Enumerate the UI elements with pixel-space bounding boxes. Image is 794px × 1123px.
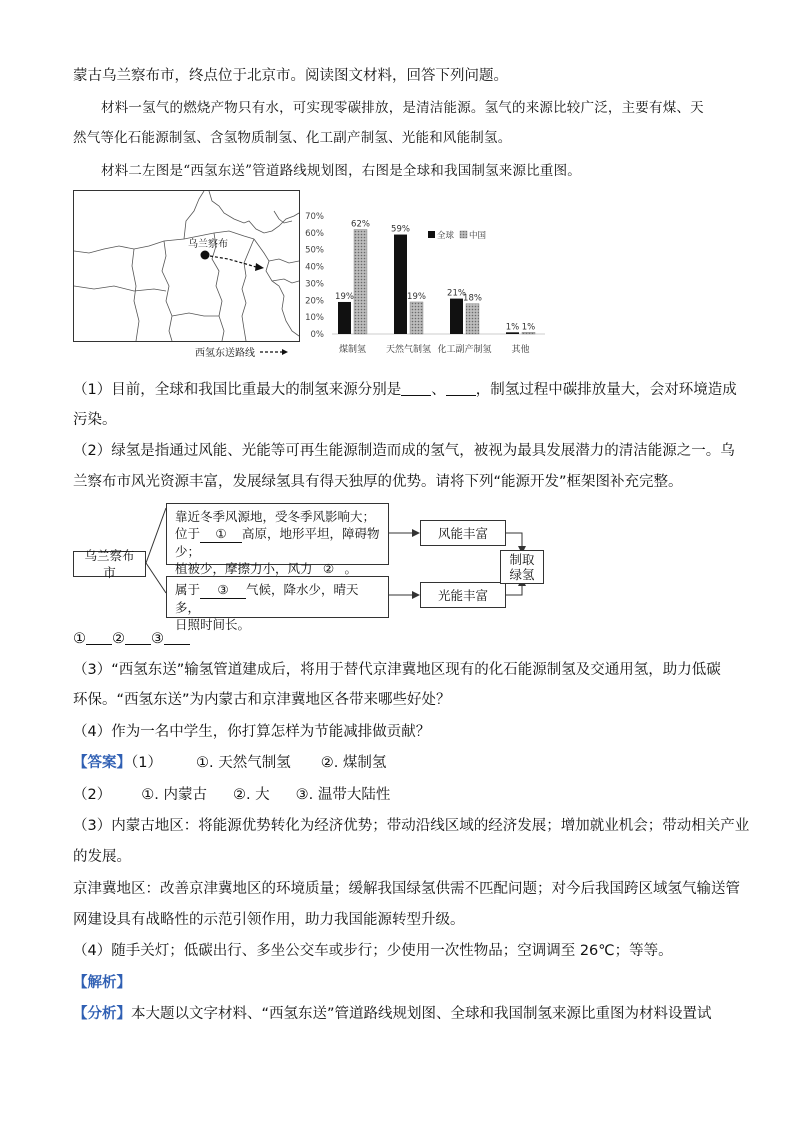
answer-3-line-4: 网建设具有战略性的示范引领作用，助力我国能源转型升级。 xyxy=(73,912,465,928)
box1-line-1: 靠近冬季风源地，受冬季风影响大； xyxy=(175,509,376,524)
question-1-line-1 xyxy=(73,380,737,400)
material-2-line: 材料二左图是“西氢东送”管道路线规划图，右图是全球和我国制氢来源比重图。 xyxy=(101,163,582,179)
diagram-city-label: 乌兰察布市 xyxy=(84,548,135,580)
box1-line-3-a: 植被少，摩擦力小，风力 xyxy=(175,561,313,576)
map-city-label: 乌兰察布 xyxy=(188,239,228,250)
diagram-city-box xyxy=(73,548,146,580)
answer-3-line-1: （3）内蒙古地区：将能源优势转化为经济优势；带动沿线区域的经济发展；增加就业机会；带动相关产业 xyxy=(73,818,750,834)
legend-swatch-china xyxy=(460,231,467,238)
category-label: 化工副产制氢 xyxy=(437,345,492,355)
q2-answer-blank-2[interactable] xyxy=(125,630,151,645)
box1-line-2-a: 位于 xyxy=(175,526,201,541)
bar-global-2 xyxy=(450,299,463,334)
answer-3-line-3: 京津冀地区：改善京津冀地区的环境质量；缓解我国绿氢供需不匹配问题；对今后我国跨区域氢气输送管 xyxy=(73,881,740,897)
answer-4-line: （4）随手关灯；低碳出行、多坐公交车或步行；少使用一次性物品；空调调至 26℃；等等。 xyxy=(73,943,673,959)
answer-1-num: （1） xyxy=(131,755,162,771)
legend-label-global: 全球 xyxy=(437,231,455,241)
analysis-line xyxy=(73,1004,712,1024)
y-tick-label: 60% xyxy=(305,228,324,239)
y-tick-label: 70% xyxy=(305,212,324,222)
diagram-blank-1: ① xyxy=(200,525,242,543)
answer-label: 【答案】 xyxy=(73,755,131,771)
data-label: 18% xyxy=(463,293,482,304)
answer-2-item-2: ②. 大 xyxy=(232,787,270,803)
map-drawing xyxy=(74,191,299,341)
analysis-fx-label: 【分析】 xyxy=(73,1006,131,1022)
question-2-line-1: （2）绿氢是指通过风能、光能等可再生能源制造而成的氢气，被视为最具发展潜力的清洁能源之一。乌 xyxy=(73,443,735,459)
pipeline-route-line xyxy=(210,256,256,267)
q1-blank-1[interactable] xyxy=(401,381,431,396)
bar-global-1 xyxy=(394,235,407,334)
bar-china-3 xyxy=(522,332,535,334)
material-1-line-2: 然气等化石能源制氢、含氢物质制氢、化工副产制氢、光能和风能制氢。 xyxy=(73,130,512,146)
box1-line-2-b: 高原，地形平坦，障碍物少； xyxy=(175,526,380,559)
q2-answer-blank-3[interactable] xyxy=(164,630,190,645)
diagram-wind-box xyxy=(420,520,506,546)
y-tick-label: 50% xyxy=(305,245,324,256)
map-legend xyxy=(195,347,290,361)
diagram-wind-label: 风能丰富 xyxy=(437,525,488,541)
map-legend-label: 西氢东送路线 xyxy=(195,348,255,359)
ulanqab-point-marker xyxy=(201,251,210,260)
legend-swatch-global xyxy=(428,231,435,238)
analysis-label: 【解析】 xyxy=(73,975,131,991)
box2-line-1 xyxy=(175,581,380,616)
hydrogen-source-chart xyxy=(300,200,550,360)
question-1-line-2: 污染。 xyxy=(73,412,117,428)
box2-line-1-b: 气候，降水少，晴天多， xyxy=(175,582,359,615)
answer-line-1 xyxy=(73,753,386,773)
q1-blank-2[interactable] xyxy=(446,381,476,396)
diagram-solar-box xyxy=(420,582,506,608)
analysis-fx-text: 本大题以文字材料、“西氢东送”管道路线规划图、全球和我国制氢来源比重图为材料设置试 xyxy=(131,1006,712,1022)
question-3-line-1: （3）“西氢东送”输氢管道建成后，将用于替代京津冀地区现有的化石能源制氢及交通用氢，助力低碳 xyxy=(73,662,721,678)
question-2-answer-blanks xyxy=(73,629,190,649)
question-2-line-2: 兰察布市风光资源丰富，发展绿氢具有得天独厚的优势。请将下列“能源开发”框架图补充完整。 xyxy=(73,474,683,490)
data-label: 62% xyxy=(351,219,370,230)
diagram-blank-3: ③ xyxy=(200,581,246,599)
answer-2-num: （2） xyxy=(73,787,112,803)
diagram-wind-reason-box xyxy=(166,503,389,576)
y-tick-label: 10% xyxy=(305,313,324,324)
diagram-solar-reason-box xyxy=(166,576,389,632)
diagram-result-line-2: 绿氢 xyxy=(509,567,535,582)
intro-line: 蒙古乌兰察布市，终点位于北京市。阅读图文材料，回答下列问题。 xyxy=(73,68,508,84)
legend-label-china: 中国 xyxy=(469,231,487,241)
q1-text-a: （1）目前，全球和我国比重最大的制氢来源分别是 xyxy=(73,382,402,398)
answer-2-item-1: ①. 内蒙古 xyxy=(141,787,207,803)
y-tick-label: 30% xyxy=(305,279,324,290)
box1-line-2 xyxy=(175,525,380,560)
answer-1-item-1: ①. 天然气制氢 xyxy=(195,755,291,771)
y-tick-label: 40% xyxy=(305,262,324,273)
bar-china-1 xyxy=(410,302,423,334)
category-label: 天然气制氢 xyxy=(385,345,432,355)
y-tick-label: 20% xyxy=(305,296,324,307)
question-4-line: （4）作为一名中学生，你打算怎样为节能减排做贡献？ xyxy=(73,724,431,740)
bar-global-0 xyxy=(338,302,351,334)
data-label: 19% xyxy=(335,291,354,302)
q1-sep: 、 xyxy=(431,382,446,398)
diagram-blank-2: ② xyxy=(313,560,345,578)
answer-2-item-3: ③. 温带大陆性 xyxy=(295,787,391,803)
diagram-result-line-1: 制取 xyxy=(509,552,535,567)
box2-line-1-a: 属于 xyxy=(175,582,201,597)
q2-blank-num-1: ① xyxy=(73,631,86,647)
chart-svg xyxy=(300,200,550,360)
pipeline-route-map xyxy=(73,190,300,342)
diagram-result-box xyxy=(500,550,544,584)
data-label: 1% xyxy=(521,322,536,333)
bar-global-3 xyxy=(506,332,519,334)
y-tick-label: 0% xyxy=(310,330,324,340)
q2-blank-num-3: ③ xyxy=(151,631,164,647)
data-label: 19% xyxy=(407,291,426,302)
box1-line-3-b: 。 xyxy=(344,561,358,576)
answer-1-item-2: ②. 煤制氢 xyxy=(320,755,387,771)
diagram-solar-label: 光能丰富 xyxy=(437,587,488,603)
data-label: 1% xyxy=(505,322,520,333)
map-legend-arrow-icon xyxy=(258,347,290,357)
answer-3-line-2: 的发展。 xyxy=(73,849,131,865)
box2-line-2: 日照时间长。 xyxy=(175,617,251,632)
category-label: 其他 xyxy=(511,345,530,355)
bar-china-0 xyxy=(354,229,367,334)
q2-blank-num-2: ② xyxy=(112,631,125,647)
q2-answer-blank-1[interactable] xyxy=(86,630,112,645)
answer-line-2 xyxy=(73,785,390,805)
category-label: 煤制氢 xyxy=(338,345,367,355)
data-label: 21% xyxy=(447,288,466,299)
question-3-line-2: 环保。“西氢东送”为内蒙古和京津冀地区各带来哪些好处？ xyxy=(73,692,451,708)
q1-text-b: ，制氢过程中碳排放量大，会对环境造成 xyxy=(475,382,737,398)
material-1-line-1: 材料一氢气的燃烧产物只有水，可实现零碳排放，是清洁能源。氢气的来源比较广泛，主要有煤、天 xyxy=(101,100,704,116)
data-label: 59% xyxy=(391,224,410,235)
bar-china-2 xyxy=(466,304,479,334)
